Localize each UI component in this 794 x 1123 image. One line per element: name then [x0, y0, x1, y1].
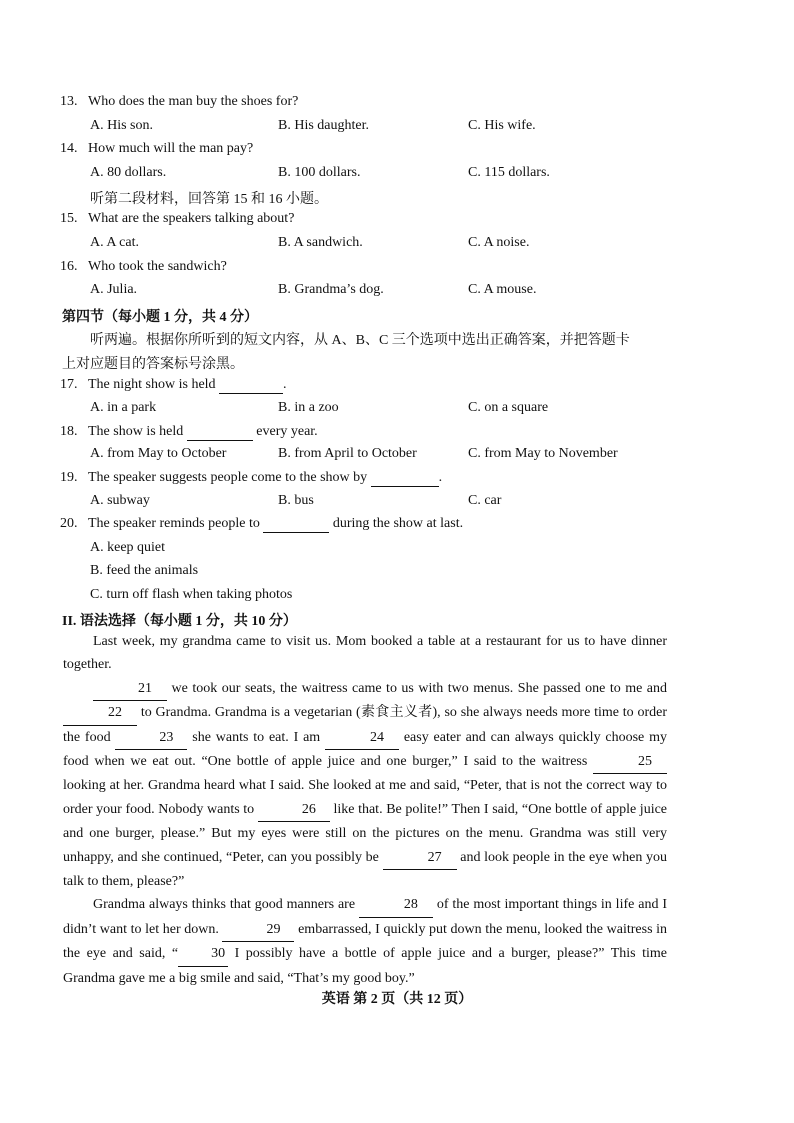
passage-text: to Grandma. Grandma is a vegetarian (素食主义者), so she always needs more time to order the food: [63, 705, 668, 745]
option-c: C. from May to November: [468, 446, 618, 461]
option-c: C. A noise.: [468, 235, 530, 250]
question-number: 15.: [60, 211, 78, 226]
question-number: 16.: [60, 259, 78, 274]
option-c: C. 115 dollars.: [468, 165, 550, 180]
option-c: C. car: [468, 493, 502, 508]
passage-text: of the most important things in life and I didn’t want to let her down.: [63, 897, 667, 937]
option-c: C. A mouse.: [468, 282, 537, 297]
answer-blank: [187, 424, 253, 441]
question-16: [60, 259, 227, 275]
option-c: C. turn off flash when taking photos: [90, 587, 293, 602]
question-text: The night show is held: [88, 377, 216, 392]
question-number: 13.: [60, 94, 78, 109]
grammar-heading: II. 语法选择（每小题 1 分，共 10 分）: [62, 614, 297, 629]
passage-text: like that. Be polite!” Then I said, “One bottle of apple juice and one burger, please.” But my eyes were still on the pictures on the menu. Grandma was still very unhappy, and she continued, “Peter, can you possibly be: [63, 801, 668, 865]
blank-22: 22: [63, 701, 137, 725]
question-text: Who took the sandwich?: [88, 259, 227, 274]
question-19: [60, 470, 442, 487]
question-15: [60, 211, 294, 227]
blank-29: 29: [222, 918, 294, 942]
question-20: [60, 516, 463, 533]
passage-text: easy eater and can always quickly choose my food when we eat out. “One bottle of apple juice and one burger,” I said to the waitress: [63, 729, 667, 770]
option-b: B. in a zoo: [278, 400, 339, 415]
instruction-material-2: 听第二段材料，回答第 15 和 16 小题。: [90, 192, 328, 207]
option-b: B. A sandwich.: [278, 235, 363, 250]
blank-24: 24: [325, 726, 399, 750]
answer-blank: [219, 377, 283, 394]
question-number: 19.: [60, 470, 78, 485]
grammar-passage: [63, 630, 667, 990]
option-a: A. from May to October: [90, 446, 227, 461]
blank-28: 28: [359, 893, 433, 917]
question-text-end: .: [438, 470, 443, 485]
option-c: C. His wife.: [468, 118, 536, 133]
blank-26: 26: [258, 798, 330, 822]
option-b: B. His daughter.: [278, 118, 369, 133]
option-a: A. A cat.: [90, 235, 139, 250]
passage-text: I possibly have a bottle of apple juice and a burger, please?” This time Grandma gave me a big smile and said, “That’s my good boy.”: [63, 946, 668, 986]
blank-21: 21: [93, 677, 167, 701]
option-b: B. 100 dollars.: [278, 165, 361, 180]
blank-25: 25: [593, 750, 667, 774]
section4-instruction-line2: 上对应题目的答案标号涂黑。: [62, 357, 244, 372]
question-text-end: during the show at last.: [332, 516, 464, 531]
paragraph-2: [63, 677, 667, 894]
option-a: A. in a park: [90, 400, 157, 415]
question-text: What are the speakers talking about?: [88, 211, 295, 226]
passage-text: Grandma always thinks that good manners are: [93, 897, 356, 913]
question-14: [60, 141, 253, 157]
option-b: B. feed the animals: [90, 563, 199, 578]
blank-23: 23: [115, 726, 187, 750]
paragraph-3: [63, 893, 667, 990]
passage-text: looking at her. Grandma heard what I said. She looked at me and said, “Peter, that is not the correct way to order your food. Nobody wants to: [63, 778, 667, 817]
question-17: [60, 377, 287, 394]
question-text: Who does the man buy the shoes for?: [88, 94, 299, 109]
section4-heading: 第四节（每小题 1 分，共 4 分）: [62, 310, 258, 325]
option-a: A. Julia.: [90, 282, 138, 297]
question-text: The speaker suggests people come to the show by: [88, 470, 368, 485]
question-number: 20.: [60, 516, 78, 531]
question-18: [60, 424, 318, 441]
passage-text: embarrassed, I quickly put down the menu, looked the waitress in the eye and said, “: [63, 921, 668, 962]
page-footer: 英语 第 2 页（共 12 页）: [321, 992, 473, 1007]
answer-blank: [263, 516, 329, 533]
question-text: How much will the man pay?: [88, 141, 254, 156]
question-text-end: every year.: [256, 424, 318, 439]
question-text-end: .: [283, 377, 287, 392]
question-text: The show is held: [88, 424, 184, 439]
blank-30: 30: [178, 942, 228, 966]
option-c: C. on a square: [468, 400, 549, 415]
option-a: A. His son.: [90, 118, 154, 133]
section4-instruction-line1: 听两遍。根据你所听到的短文内容，从 A、B、C 三个选项中选出正确答案，并把答题卡: [90, 333, 630, 348]
question-13: [60, 94, 298, 110]
question-text: The speaker reminds people to: [88, 516, 260, 531]
passage-text: we took our seats, the waitress came to us with two menus. She passed one to me and: [171, 680, 668, 696]
question-number: 17.: [60, 377, 78, 392]
passage-text: she wants to eat. I am: [192, 729, 321, 745]
paragraph-1: Last week, my grandma came to visit us. Mom booked a table at a restaurant for us to have dinner together.: [63, 634, 667, 673]
option-a: A. subway: [90, 493, 150, 508]
question-number: 18.: [60, 424, 78, 439]
option-a: A. keep quiet: [90, 540, 166, 555]
option-b: B. from April to October: [278, 446, 417, 461]
option-b: B. Grandma’s dog.: [278, 282, 384, 297]
option-b: B. bus: [278, 493, 314, 508]
option-a: A. 80 dollars.: [90, 165, 167, 180]
passage-text: and look people in the eye when you talk to them, please?”: [63, 849, 668, 890]
question-number: 14.: [60, 141, 78, 156]
blank-27: 27: [383, 846, 457, 870]
answer-blank: [371, 470, 439, 487]
